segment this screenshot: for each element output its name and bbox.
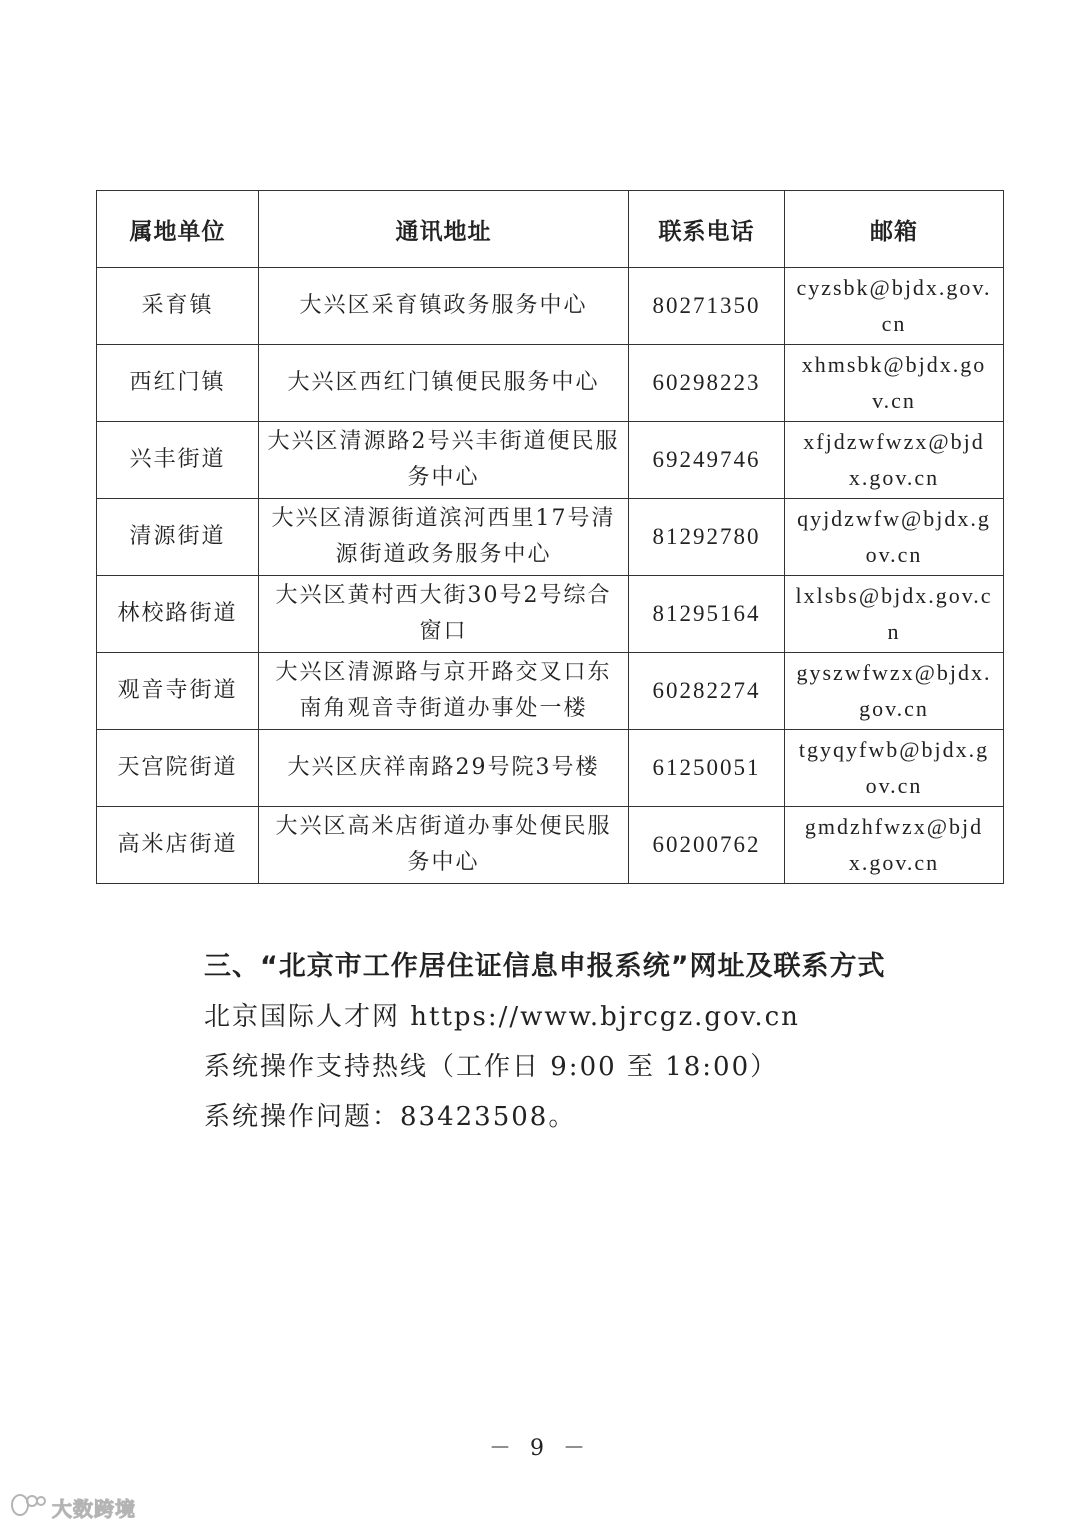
table-row	[97, 499, 1004, 576]
phone-cell: 61250051	[629, 730, 785, 807]
table-row	[97, 345, 1004, 422]
table-row	[97, 268, 1004, 345]
page-number: － 9 －	[489, 1436, 591, 1461]
table-row	[97, 653, 1004, 730]
phone-cell: 60282274	[629, 653, 785, 730]
email-cell: gyszwfwzx@bjdx.gov.cn	[785, 653, 1004, 730]
header-phone: 联系电话	[629, 191, 785, 268]
header-unit: 属地单位	[97, 191, 259, 268]
phone-cell: 81295164	[629, 576, 785, 653]
unit-cell: 兴丰街道	[97, 422, 259, 499]
unit-cell: 西红门镇	[97, 345, 259, 422]
unit-cell: 采育镇	[97, 268, 259, 345]
address-cell: 大兴区庆祥南路29号院3号楼	[259, 730, 629, 807]
table-row	[97, 576, 1004, 653]
email-cell: xfjdzwfwzx@bjdx.gov.cn	[785, 422, 1004, 499]
phone-cell: 60200762	[629, 807, 785, 884]
address-cell: 大兴区高米店街道办事处便民服务中心	[259, 807, 629, 884]
brand-logo-icon	[10, 1492, 46, 1522]
email-cell: lxlsbs@bjdx.gov.cn	[785, 576, 1004, 653]
unit-cell: 清源街道	[97, 499, 259, 576]
phone-cell: 81292780	[629, 499, 785, 576]
phone-cell: 69249746	[629, 422, 785, 499]
table-row	[97, 807, 1004, 884]
issue-phone-line: 系统操作问题：83423508。	[204, 1102, 577, 1132]
section-heading: 三、“北京市工作居住证信息申报系统”网址及联系方式	[204, 951, 886, 982]
website-line: 北京国际人才网 https://www.bjrcgz.gov.cn	[204, 1002, 800, 1032]
header-address: 通讯地址	[259, 191, 629, 268]
email-cell: tgyqyfwb@bjdx.gov.cn	[785, 730, 1004, 807]
email-cell: cyzsbk@bjdx.gov.cn	[785, 268, 1004, 345]
address-cell: 大兴区清源路2号兴丰街道便民服务中心	[259, 422, 629, 499]
email-cell: xhmsbk@bjdx.gov.cn	[785, 345, 1004, 422]
email-cell: qyjdzwfw@bjdx.gov.cn	[785, 499, 1004, 576]
table-row	[97, 422, 1004, 499]
address-cell: 大兴区清源路与京开路交叉口东南角观音寺街道办事处一楼	[259, 653, 629, 730]
address-cell: 大兴区清源街道滨河西里17号清源街道政务服务中心	[259, 499, 629, 576]
watermark	[10, 1492, 136, 1522]
address-cell: 大兴区黄村西大街30号2号综合窗口	[259, 576, 629, 653]
unit-cell: 天宫院街道	[97, 730, 259, 807]
table-header-row	[97, 191, 1004, 268]
unit-cell: 林校路街道	[97, 576, 259, 653]
table-row	[97, 730, 1004, 807]
address-cell: 大兴区西红门镇便民服务中心	[259, 345, 629, 422]
contact-table	[96, 190, 1004, 884]
phone-cell: 80271350	[629, 268, 785, 345]
section-three	[204, 942, 1024, 1142]
hotline-line: 系统操作支持热线（工作日 9:00 至 18:00）	[204, 1052, 779, 1082]
email-cell: gmdzhfwzx@bjdx.gov.cn	[785, 807, 1004, 884]
phone-cell: 60298223	[629, 345, 785, 422]
watermark-text: 大数跨境	[52, 1496, 136, 1521]
header-email: 邮箱	[785, 191, 1004, 268]
unit-cell: 高米店街道	[97, 807, 259, 884]
unit-cell: 观音寺街道	[97, 653, 259, 730]
address-cell: 大兴区采育镇政务服务中心	[259, 268, 629, 345]
